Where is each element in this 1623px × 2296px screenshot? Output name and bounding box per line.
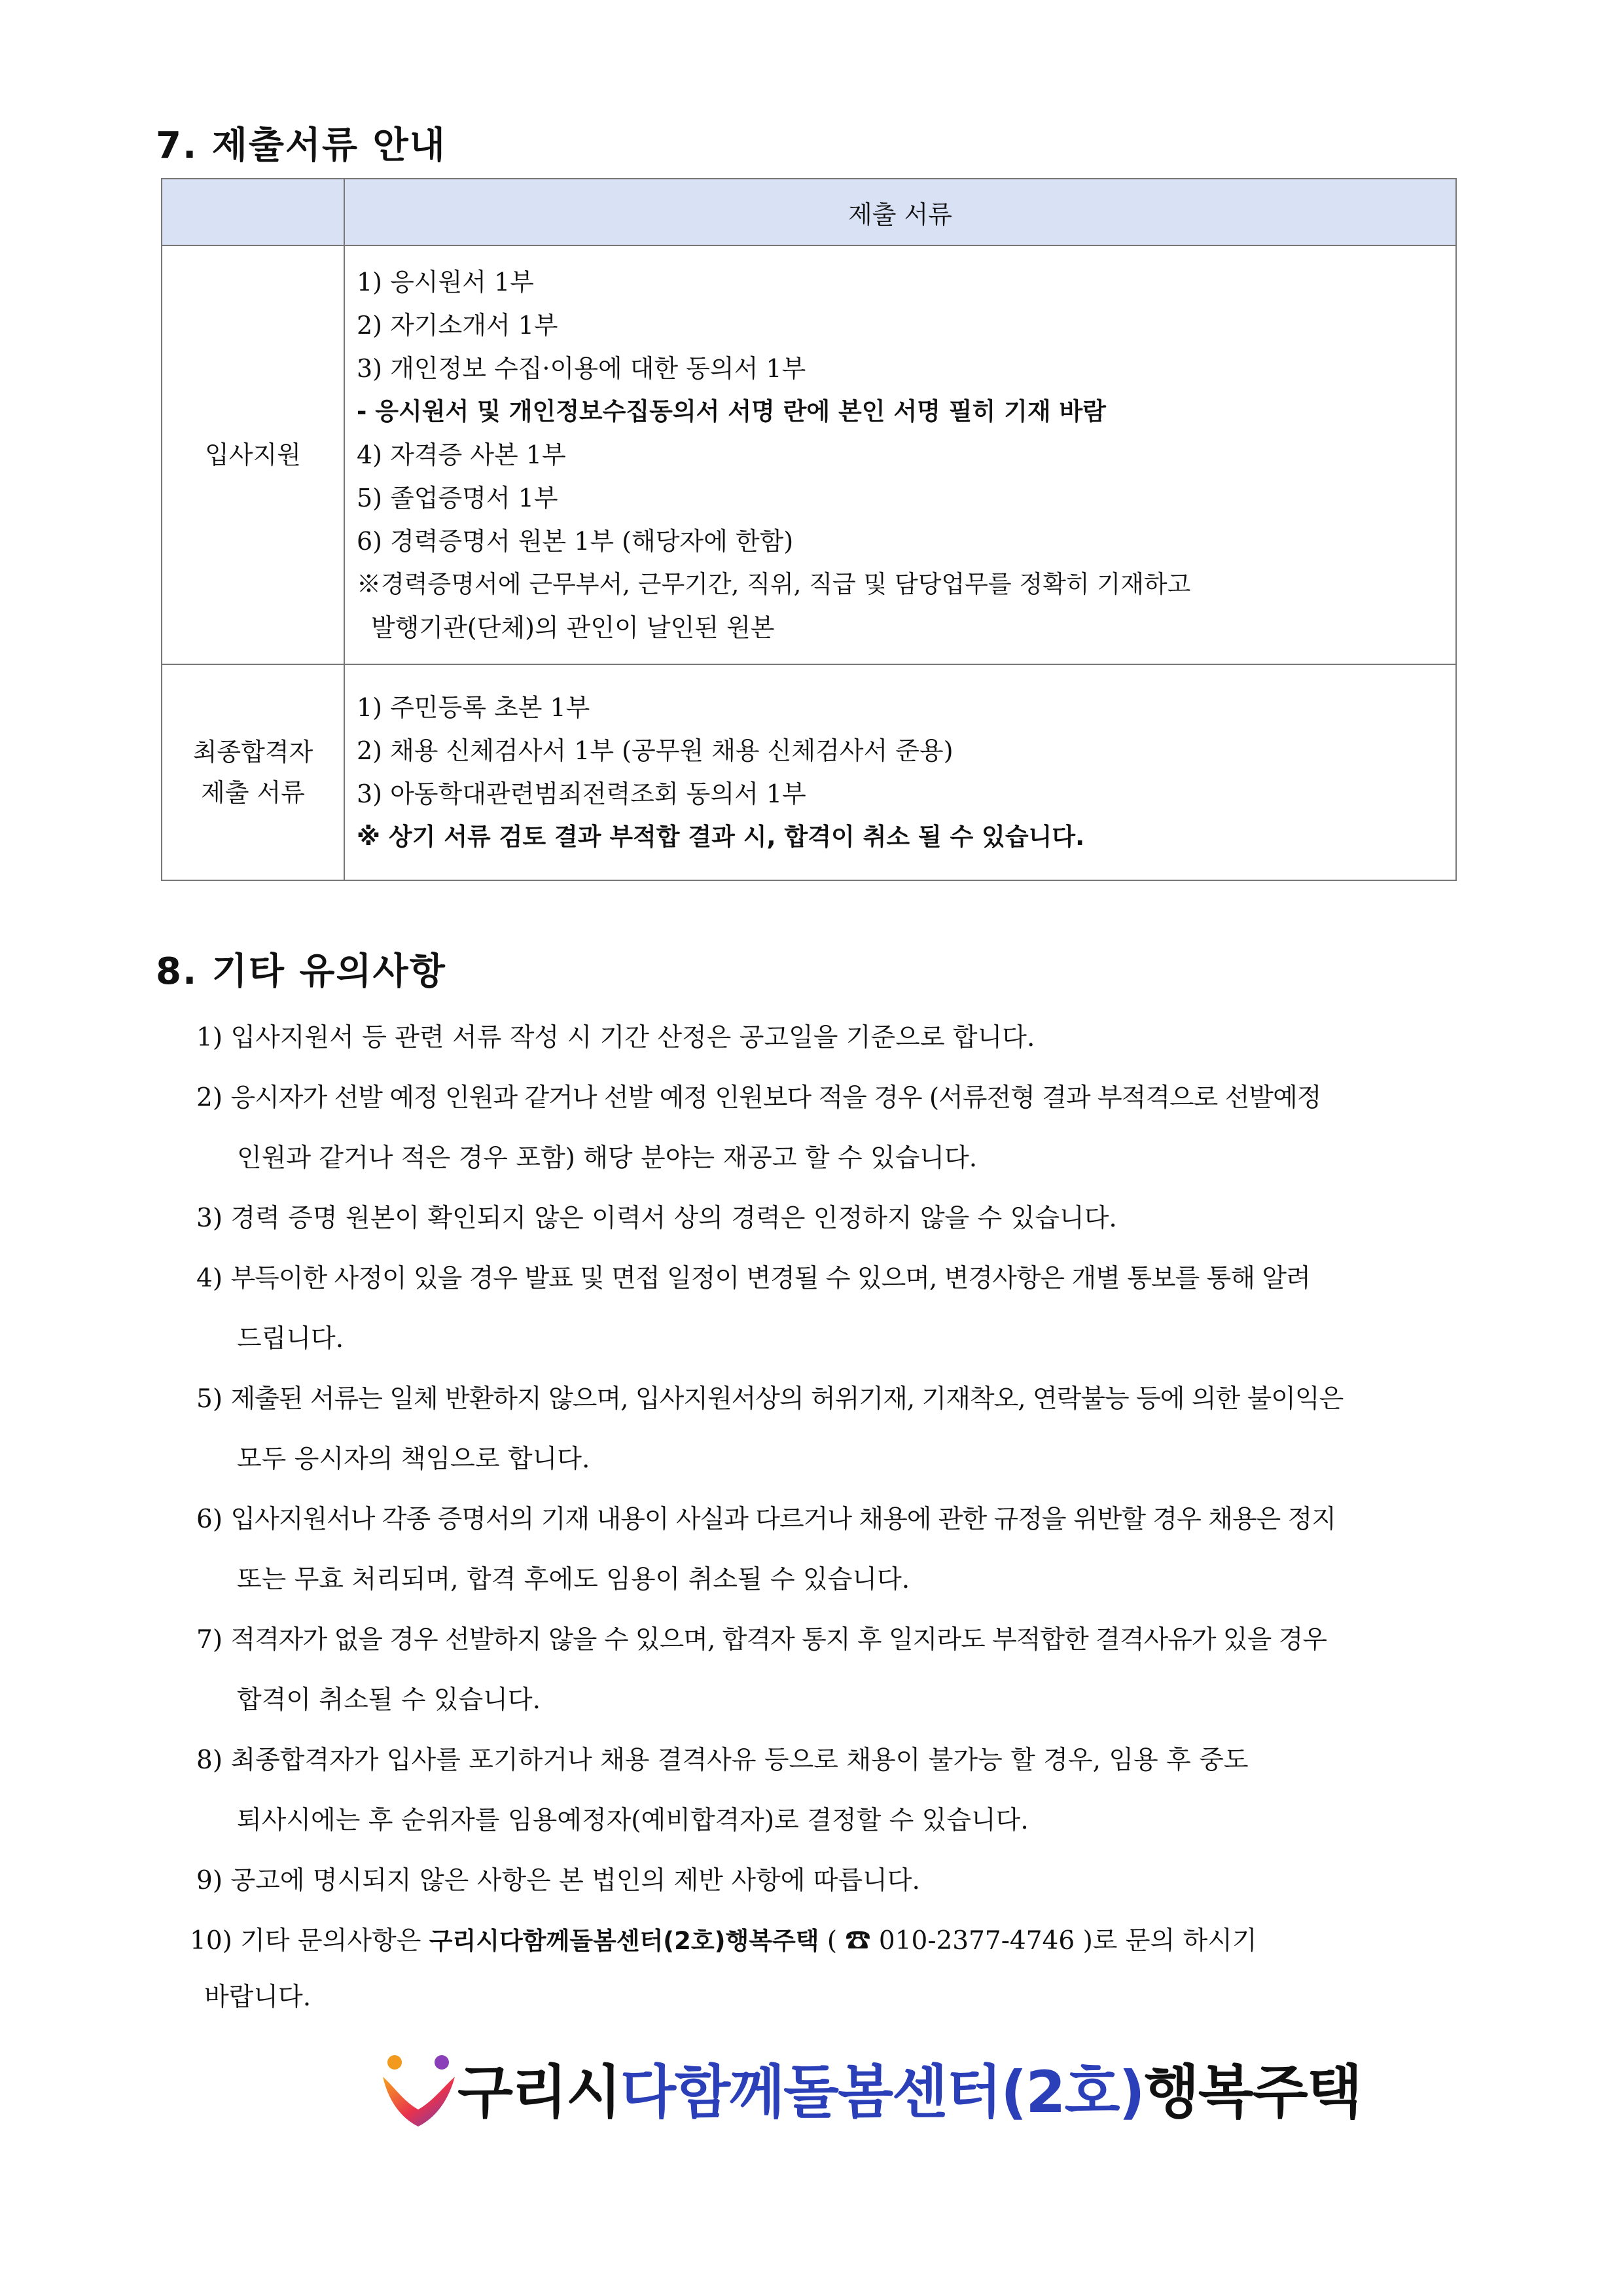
- list-item: [196, 1068, 1472, 1189]
- list-item-note: - 응시원서 및 개인정보수집동의서 서명 란에 본인 서명 필히 기재 바람: [357, 397, 1106, 425]
- list-item: 1) 응시원서 1부: [357, 268, 534, 296]
- item-number: 7): [196, 1625, 223, 1655]
- table-row: [162, 664, 1456, 880]
- list-item: [196, 1610, 1472, 1731]
- list-item: 1) 주민등록 초본 1부: [357, 693, 590, 722]
- item-number: 8): [196, 1746, 223, 1775]
- item-text: 부득이한 사정이 있을 경우 발표 및 면접 일정이 변경될 수 있으며, 변경사항은 개별 통보를 통해 알려: [230, 1264, 1310, 1293]
- logo-text-part: 다함께돌봄센터(2호): [620, 2058, 1144, 2126]
- item-text: 기타 문의사항은: [240, 1926, 429, 1956]
- list-item-note: ※ 상기 서류 검토 결과 부적합 결과 시, 합격이 취소 될 수 있습니다.: [357, 823, 1085, 851]
- item-continuation: 합격이 취소될 수 있습니다.: [237, 1685, 541, 1715]
- list-item: [196, 1490, 1472, 1610]
- list-item: [196, 1008, 1472, 1068]
- item-number: 9): [196, 1866, 223, 1895]
- item-text: 입사지원서나 각종 증명서의 기재 내용이 사실과 다르거나 채용에 관한 규정을 위반할 경우 채용은 정지: [230, 1505, 1336, 1534]
- item-number: 4): [196, 1264, 223, 1293]
- row-label-line: 최종합격자: [192, 738, 313, 766]
- list-item: 3) 개인정보 수집·이용에 대한 동의서 1부: [357, 354, 806, 383]
- list-item: 2) 채용 신체검사서 1부 (공무원 채용 신체검사서 준용): [357, 736, 954, 765]
- documents-table: [161, 178, 1457, 881]
- heart-people-icon: [376, 2045, 461, 2130]
- section8-title: 8. 기타 유의사항: [156, 950, 446, 993]
- item-continuation: 퇴사시에는 후 순위자를 임용예정자(예비합격자)로 결정할 수 있습니다.: [237, 1806, 1029, 1835]
- item-text: 경력 증명 원본이 확인되지 않은 이력서 상의 경력은 인정하지 않을 수 있습니다.: [230, 1204, 1117, 1233]
- item-text: 입사지원서 등 관련 서류 작성 시 기간 산정은 공고일을 기준으로 합니다.: [230, 1023, 1035, 1052]
- item-continuation: 바랍니다.: [204, 1982, 312, 2012]
- list-item: 4) 자격증 사본 1부: [357, 440, 566, 469]
- list-item: 5) 졸업증명서 1부: [357, 484, 558, 512]
- notes-list: [190, 1008, 1472, 2024]
- item-number: 6): [196, 1505, 223, 1534]
- row-label-application: 입사지원: [162, 245, 344, 664]
- list-item-note: 발행기관(단체)의 관인이 날인된 원본: [371, 613, 775, 642]
- section7-title: 7. 제출서류 안내: [156, 124, 446, 167]
- list-item: 6) 경력증명서 원본 1부 (해당자에 한함): [357, 527, 794, 556]
- list-item: [196, 1851, 1472, 1911]
- list-item: [196, 1369, 1472, 1490]
- item-continuation: 또는 무효 처리되며, 합격 후에도 임용이 취소될 수 있습니다.: [237, 1565, 910, 1594]
- item-text: 제출된 서류는 일체 반환하지 않으며, 입사지원서상의 허위기재, 기재착오, 연락불능 등에 의한 불이익은: [230, 1384, 1344, 1414]
- item-text: 응시자가 선발 예정 인원과 같거나 선발 예정 인원보다 적을 경우 (서류전형 결과 부적격으로 선발예정: [230, 1083, 1321, 1113]
- header-blank-cell: [162, 179, 344, 245]
- list-item: [196, 1731, 1472, 1851]
- list-item: 2) 자기소개서 1부: [357, 311, 558, 340]
- item-number: 10): [190, 1926, 232, 1956]
- item-continuation: 모두 응시자의 책임으로 합니다.: [237, 1444, 590, 1474]
- row-label-line: 제출 서류: [201, 778, 305, 807]
- item-text: 최종합격자가 입사를 포기하거나 채용 결격사유 등으로 채용이 불가능 할 경우, 임용 후 중도: [230, 1746, 1249, 1775]
- item-continuation: 드립니다.: [237, 1324, 344, 1354]
- list-item: [196, 1189, 1472, 1249]
- table-header-row: [162, 179, 1456, 245]
- item-continuation: 인원과 같거나 적은 경우 포함) 해당 분야는 재공고 할 수 있습니다.: [237, 1143, 978, 1173]
- row-label-final: [162, 664, 344, 880]
- logo-text-part: 행복주택: [1143, 2058, 1361, 2126]
- item-text: 적격자가 없을 경우 선발하지 않을 수 있으며, 합격자 통지 후 일지라도 부적합한 결격사유가 있을 경우: [230, 1625, 1327, 1655]
- item-number: 1): [196, 1023, 223, 1052]
- list-item: [190, 1911, 1472, 2024]
- logo-text: [457, 2047, 1361, 2129]
- phone-number: ( ☎ 010-2377-4746 ): [819, 1926, 1093, 1956]
- row-content-application: [344, 245, 1456, 664]
- row-content-final: [344, 664, 1456, 880]
- list-item: 3) 아동학대관련범죄전력조회 동의서 1부: [357, 780, 806, 808]
- item-text-suffix: 로 문의 하시기: [1092, 1926, 1257, 1956]
- list-item: [196, 1249, 1472, 1369]
- list-item-note: ※경력증명서에 근무부서, 근무기간, 직위, 직급 및 담당업무를 정확히 기재하고: [357, 570, 1191, 598]
- item-number: 2): [196, 1083, 223, 1113]
- org-name: 구리시다함께돌봄센터(2호)행복주택: [429, 1927, 819, 1955]
- table-row: [162, 245, 1456, 664]
- table-header: 제출 서류: [344, 179, 1456, 245]
- logo-text-part: 구리시: [457, 2058, 621, 2126]
- item-number: 5): [196, 1384, 223, 1414]
- org-logo: [376, 2042, 1361, 2134]
- item-text: 공고에 명시되지 않은 사항은 본 법인의 제반 사항에 따릅니다.: [230, 1866, 920, 1895]
- item-number: 3): [196, 1204, 223, 1233]
